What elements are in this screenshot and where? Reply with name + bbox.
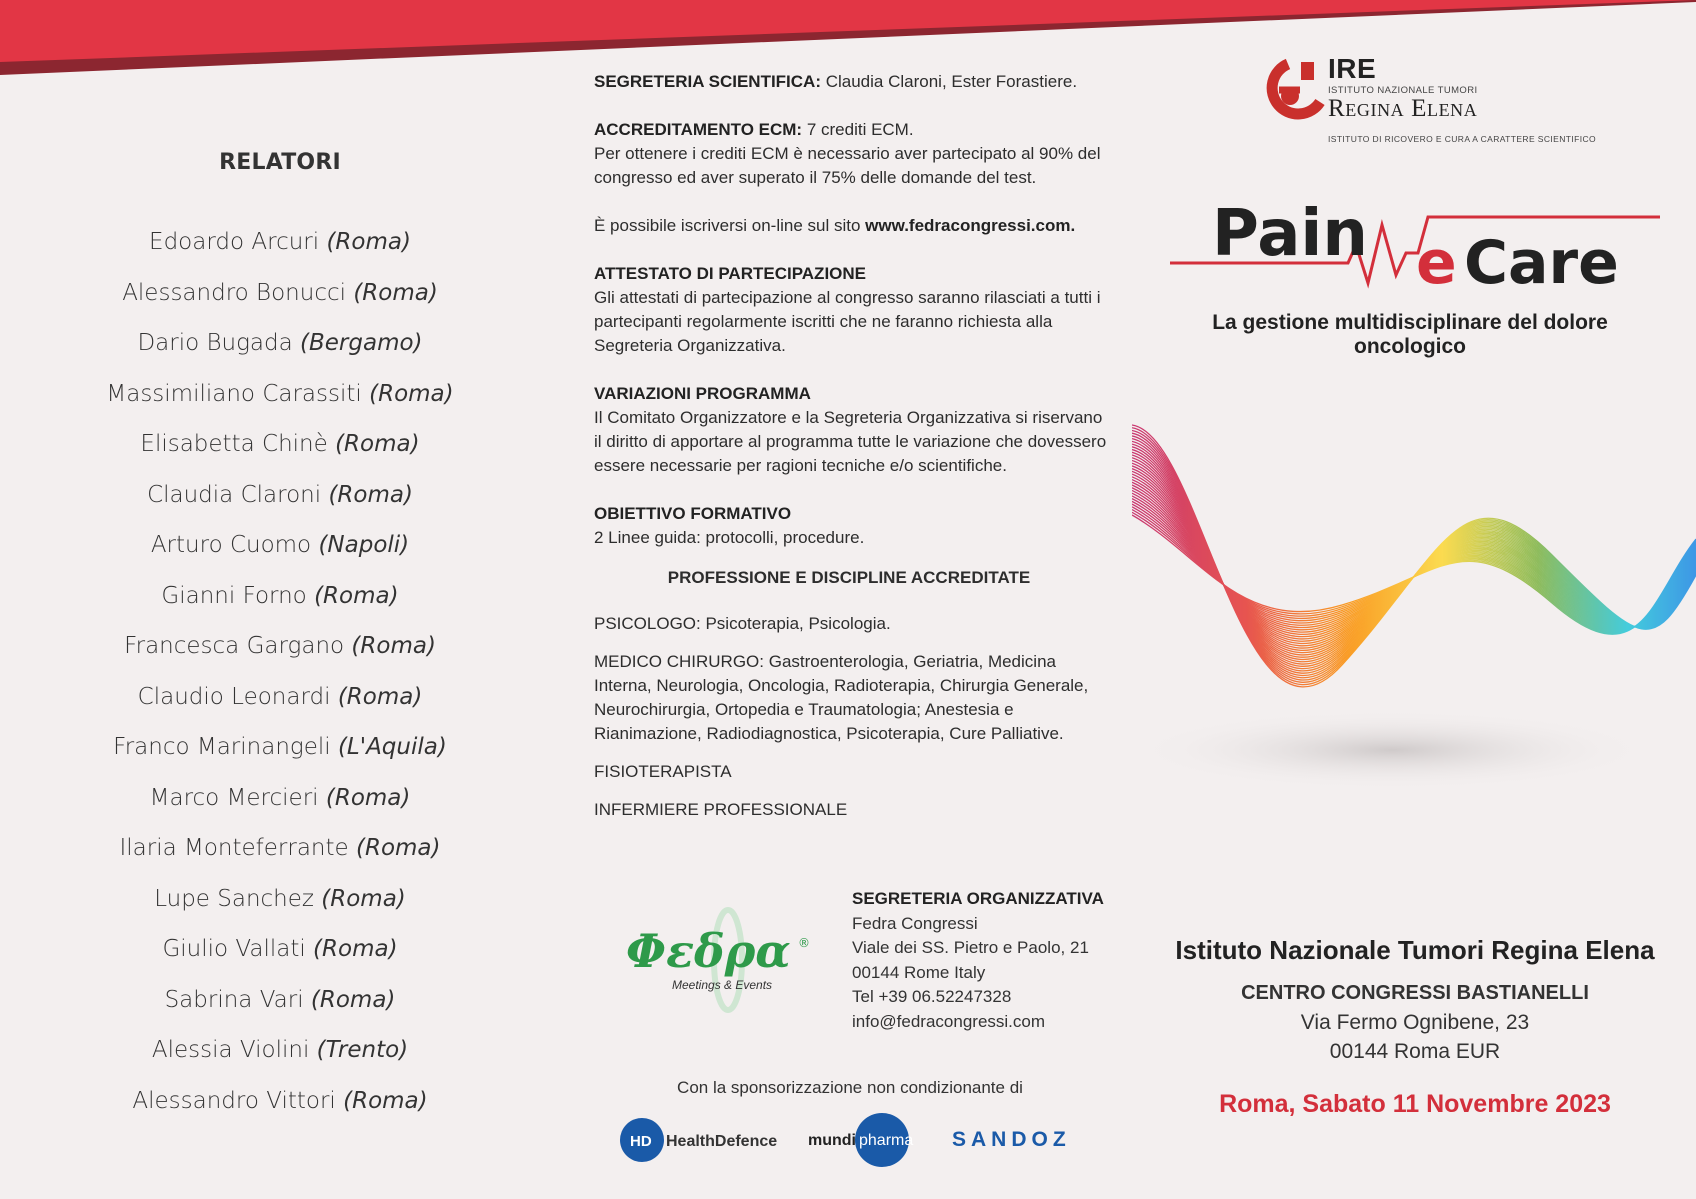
wave-line [1132, 441, 1696, 673]
speaker-city: (L'Aquila) [337, 734, 447, 760]
brand-subtitle: La gestione multidisciplinare del dolore oncologico [1212, 311, 1608, 358]
variazioni-block [594, 382, 1114, 478]
ire-line1: ISTITUTO NAZIONALE TUMORI [1328, 85, 1478, 96]
fedra-logo-text: Φεδρα [626, 924, 791, 978]
discipline-list [594, 612, 1114, 822]
wave-line [1132, 439, 1696, 676]
organizing-secretariat-line: 00144 Rome Italy [852, 962, 986, 982]
ecm-label: ACCREDITAMENTO ECM: [594, 120, 803, 139]
speaker-name: Sabrina Vari [164, 986, 304, 1013]
speaker-city: (Trento) [316, 1037, 409, 1063]
organizing-secretariat-line: Viale dei SS. Pietro e Paolo, 21 [852, 938, 1089, 957]
online-site-link[interactable]: www.fedracongressi.com. [865, 216, 1076, 235]
speaker-name: Edoardo Arcuri [149, 229, 320, 255]
fedra-logo [620, 905, 820, 1015]
wave-line [1132, 444, 1696, 671]
speaker-name: Francesca Gargano [124, 633, 345, 659]
speaker-city: (Roma) [328, 481, 413, 508]
scientific-secretariat-value: Claudia Claroni, Ester Forastiere. [821, 72, 1078, 91]
healthdefence-logo [618, 1110, 778, 1170]
speaker-item [60, 318, 500, 369]
wave-line [1132, 436, 1696, 678]
online-registration [594, 214, 1114, 238]
ire-acronym: IRE [1328, 53, 1377, 84]
speaker-city: (Bergamo) [300, 330, 423, 356]
info-section [594, 70, 1114, 836]
sponsor-logos [610, 1110, 1090, 1170]
speaker-city: (Roma) [351, 633, 436, 659]
speaker-item [60, 975, 500, 1026]
speaker-name: Massimiliano Carassiti [106, 380, 362, 407]
attestato-block [594, 262, 1114, 358]
speaker-item [60, 419, 500, 470]
speaker-item [60, 722, 500, 773]
speaker-item [60, 217, 500, 268]
speaker-item [60, 672, 500, 723]
speaker-city: (Roma) [325, 784, 411, 811]
speaker-name: Alessandro Vittori [132, 1087, 336, 1114]
speaker-list [60, 217, 500, 1126]
speaker-name: Gianni Forno [161, 582, 307, 609]
ecm-block [594, 118, 1114, 190]
speaker-city: (Roma) [335, 431, 420, 457]
brand-care-text: Care [1464, 228, 1619, 295]
speaker-name: Claudio Leonardi [137, 683, 331, 710]
brand-e-text: e [1416, 228, 1457, 295]
speaker-name: Marco Mercieri [149, 784, 319, 811]
variazioni-text: Il Comitato Organizzatore e la Segreteria Organizzativa si riservano il diritto di apportare al programma tutte le variazione che dovessero essere necessarie per ragioni tecniche e/o scientifiche. [594, 408, 1107, 475]
speaker-city: (Roma) [314, 582, 399, 609]
speaker-item [60, 924, 500, 975]
speaker-item [60, 621, 500, 672]
rainbow-wave-image [1132, 405, 1696, 810]
speaker-item [60, 1025, 500, 1076]
attestato-title: ATTESTATO DI PARTECIPAZIONE [594, 264, 866, 283]
variazioni-title: VARIAZIONI PROGRAMMA [594, 384, 811, 403]
healthdefence-badge: HD [630, 1133, 652, 1150]
speaker-city: (Roma) [337, 683, 423, 710]
speaker-city: (Roma) [321, 885, 406, 912]
speaker-city: (Roma) [313, 936, 398, 962]
wave-line [1132, 433, 1696, 680]
fedra-logo-reg: ® [798, 936, 810, 950]
speaker-name: Giulio Vallati [162, 936, 306, 962]
organizing-secretariat-lines [852, 912, 1104, 1035]
obiettivo-title: OBIETTIVO FORMATIVO [594, 504, 792, 523]
speakers-section [60, 150, 500, 1126]
organizing-secretariat [852, 887, 1104, 1034]
pain-we-care-logo [1170, 195, 1660, 295]
venue-block [1150, 935, 1680, 1119]
wave-line [1132, 425, 1696, 687]
obiettivo-text: 2 Linee guida: protocolli, procedure. [594, 528, 865, 547]
wave-line [1132, 447, 1696, 669]
wave-line [1132, 428, 1696, 685]
mundipharma-text-a: mundi [808, 1132, 856, 1149]
speaker-item [60, 1076, 500, 1127]
online-text: È possibile iscriversi on-line sul sito [594, 216, 866, 235]
speaker-city: (Roma) [353, 279, 438, 306]
discipline-item: INFERMIERE PROFESSIONALE [594, 800, 848, 819]
speaker-city: (Roma) [369, 380, 454, 407]
speaker-name: Franco Marinangeli [113, 734, 331, 760]
discipline-item: MEDICO CHIRURGO: Gastroenterologia, Geriatria, Medicina Interna, Neurologia, Oncologia, Radioterapia, Chirurgia Generale, Neurochirurgia, Ortopedia e Traumatologia; Anestesia e Rianimazione, Radiodiagnostica, Psicoterapia, Cure Palliative. [594, 652, 1089, 743]
venue-address-line2: 00144 Roma EUR [1329, 1040, 1501, 1063]
speaker-item [60, 470, 500, 521]
speaker-item [60, 773, 500, 824]
speaker-city: (Roma) [343, 1087, 428, 1114]
ire-tagline: ISTITUTO DI RICOVERO E CURA A CARATTERE SCIENTIFICO [1328, 134, 1597, 144]
speaker-item [60, 823, 500, 874]
speaker-name: Elisabetta Chinè [140, 431, 328, 457]
speaker-item [60, 268, 500, 319]
sponsor-caption: Con la sponsorizzazione non condizionante di [677, 1078, 1023, 1097]
ire-logo-text [1328, 55, 1478, 122]
ire-line2: Regina Elena [1328, 95, 1478, 122]
venue-institute: Istituto Nazionale Tumori Regina Elena [1175, 935, 1655, 965]
sandoz-text: SANDOZ [952, 1128, 1071, 1151]
speaker-name: Claudia Claroni [147, 481, 322, 508]
speaker-name: Dario Bugada [137, 330, 293, 356]
mundipharma-logo [806, 1110, 926, 1170]
speaker-name: Alessandro Bonucci [122, 279, 346, 306]
speaker-name: Ilaria Monteferrante [119, 835, 349, 861]
organizing-secretariat-line: Tel +39 06.52247328 [852, 987, 1012, 1006]
speaker-name: Alessia Violini [151, 1037, 310, 1063]
venue-address-line1: Via Fermo Ognibene, 23 [1300, 1011, 1530, 1034]
sandoz-logo [952, 1110, 1071, 1170]
event-date: Roma, Sabato 11 Novembre 2023 [1219, 1090, 1611, 1118]
organizing-secretariat-line: Fedra Congressi [852, 913, 978, 933]
speaker-item [60, 520, 500, 571]
ecm-value: 7 crediti ECM. [802, 120, 914, 139]
scientific-secretariat [594, 70, 1114, 94]
speaker-city: (Roma) [310, 986, 396, 1013]
organizing-secretariat-title: SEGRETERIA ORGANIZZATIVA [852, 889, 1104, 908]
wave-line [1132, 430, 1696, 682]
speaker-city: (Napoli) [318, 532, 410, 558]
speakers-title: RELATORI [219, 150, 341, 175]
wave-line [1132, 496, 1696, 630]
speaker-name: Lupe Sanchez [154, 885, 314, 912]
organizing-secretariat-line[interactable]: info@fedracongressi.com [852, 1011, 1046, 1031]
speaker-item [60, 369, 500, 420]
speaker-name: Arturo Cuomo [150, 532, 312, 558]
scientific-secretariat-label: SEGRETERIA SCIENTIFICA: [594, 72, 821, 91]
ecm-text: Per ottenere i crediti ECM è necessario aver partecipato al 90% del congresso ed aver superato il 75% delle domande del test. [594, 144, 1101, 187]
speaker-item [60, 874, 500, 925]
speaker-item [60, 571, 500, 622]
discipline-item: PSICOLOGO: Psicoterapia, Psicologia. [594, 614, 891, 633]
healthdefence-name: HealthDefence [666, 1133, 778, 1150]
discipline-title: PROFESSIONE E DISCIPLINE ACCREDITATE [667, 568, 1031, 587]
attestato-text: Gli attestati di partecipazione al congresso saranno rilasciati a tutti i partecipanti regolarmente iscritti che ne faranno richiesta alla Segreteria Organizzativa. [594, 288, 1101, 355]
wave-line [1132, 493, 1696, 630]
venue-center: CENTRO CONGRESSI BASTIANELLI [1241, 982, 1589, 1004]
speaker-city: (Roma) [326, 229, 411, 255]
speaker-city: (Roma) [356, 835, 441, 861]
brand-pain-text: Pain [1212, 197, 1368, 271]
obiettivo-block [594, 502, 1114, 550]
discipline-item: FISIOTERAPISTA [594, 762, 732, 781]
mundipharma-text-b: pharma [859, 1132, 914, 1149]
fedra-logo-sub: Meetings & Events [672, 978, 773, 992]
